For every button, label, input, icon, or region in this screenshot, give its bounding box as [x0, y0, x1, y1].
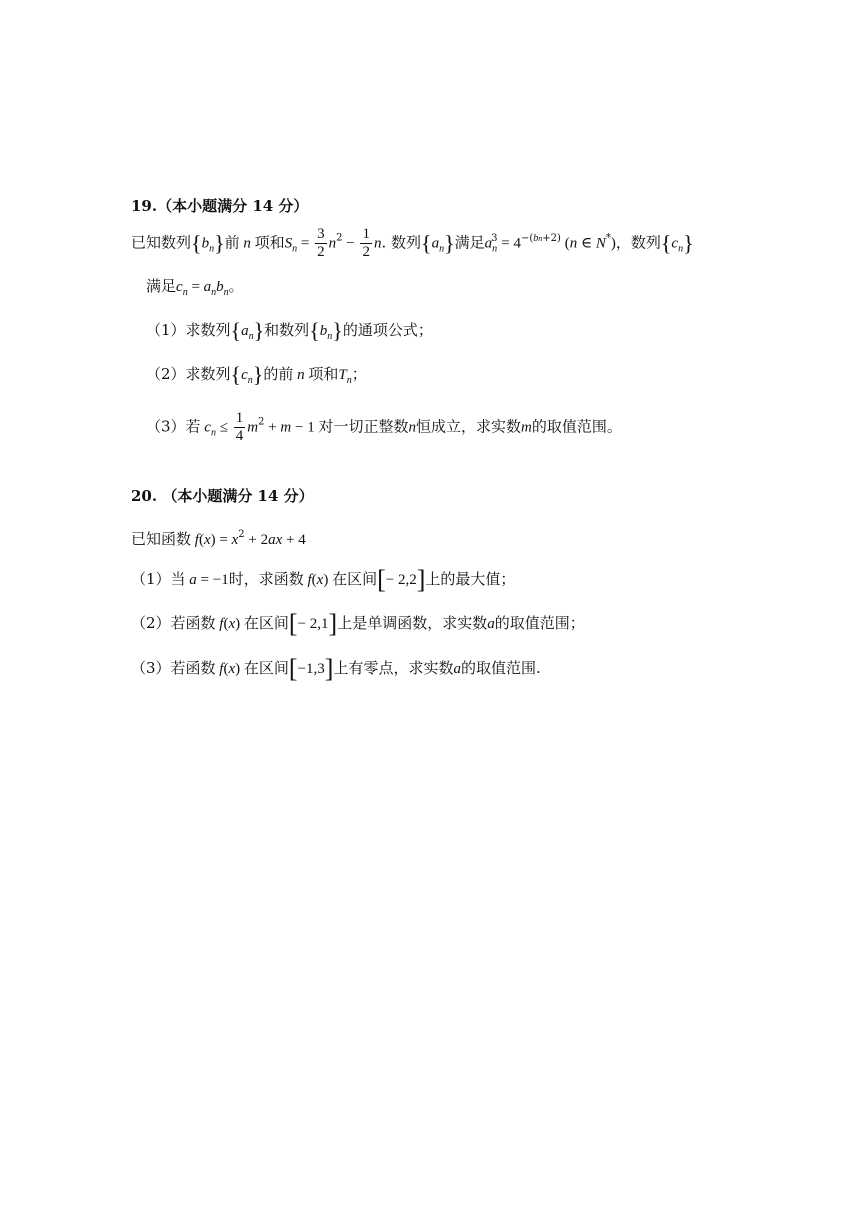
- q20-part3-t4: 的取值范围.: [460, 659, 541, 677]
- q20-part2-t1: （2）若函数: [131, 614, 216, 632]
- q20-part1: （1）当 a = −1时，求函数 f(x) 在区间[− 2,2]上的最大值；: [131, 565, 516, 594]
- q19-part1-t1: （1）求数列: [146, 321, 231, 339]
- q20-part2-t3: 上是单调函数，求实数: [337, 614, 488, 632]
- q20-part1-t2: 时，求函数: [228, 570, 304, 588]
- q20-part2: （2）若函数 f(x) 在区间[− 2,1]上是单调函数，求实数a的取值范围；: [131, 609, 585, 638]
- q20-part1-t4: 上的最大值；: [425, 570, 516, 588]
- q20-part3: （3）若函数 f(x) 在区间[−1,3]上有零点，求实数a的取值范围.: [131, 654, 541, 683]
- q19-part3-t1: （3）若: [146, 417, 201, 436]
- q19-intro-cont-t2: 。: [228, 277, 244, 295]
- q19-intro-t4: . 数列: [381, 233, 422, 252]
- q19-part2-t4: ；: [351, 365, 367, 383]
- q19-part3: （3）若 $c_n$ ≤ $\frac{1}{4}$ $m^2 + m - 1$ 对一切正整数n恒成立，求实数m的取值范围。: [146, 410, 622, 444]
- q20-part3-t2: 在区间: [243, 659, 289, 677]
- q19-intro-t5: 满足: [454, 233, 485, 252]
- q20-intro-t1: 已知函数: [131, 530, 192, 548]
- q20-heading: 20. （本小题满分 14 分）: [131, 487, 314, 505]
- q19-intro-cont: 满足$c_n = a_nb_n$。: [146, 277, 244, 298]
- q20-part3-t1: （3）若函数: [131, 659, 216, 677]
- q20-part3-t3: 上有零点，求实数: [333, 659, 454, 677]
- q19-intro-t1: 已知数列: [131, 233, 192, 252]
- q19-part3-t3: 恒成立，求实数: [415, 417, 521, 436]
- q19-part1: （1）求数列$\{a_n\}$和数列$\{b_n\}$的通项公式；: [146, 318, 433, 343]
- q20-part2-t4: 的取值范围；: [494, 614, 585, 632]
- fraction-one-half: $\frac{1}{2}$: [362, 226, 370, 260]
- fraction-one-quarter: $\frac{1}{4}$: [235, 410, 244, 444]
- q19-part1-t2: 和数列: [264, 321, 310, 339]
- q19-intro-t2: 前: [224, 233, 240, 252]
- q20-intro: 已知函数 $f(x) = x^2 + 2ax + 4$: [131, 529, 306, 548]
- q19-part2: （2）求数列$\{c_n\}$的前 n 项和$T_n$；: [146, 362, 367, 387]
- q19-part2-t3: 项和: [308, 365, 339, 383]
- q20-part1-t1: （1）当: [131, 570, 186, 588]
- q19-intro-t6: ，数列: [615, 233, 661, 252]
- q19-part2-t2: 的前: [263, 365, 294, 383]
- q20-part2-t2: 在区间: [243, 614, 289, 632]
- q19-part3-t2: 对一切正整数: [318, 417, 409, 436]
- q19-part2-t1: （2）求数列: [146, 365, 231, 383]
- q19-intro-cont-t1: 满足: [146, 277, 177, 295]
- q19-part3-t4: 的取值范围。: [531, 417, 622, 436]
- fraction-three-halves: $\frac{3}{2}$: [317, 226, 325, 260]
- q19-intro-t3: 项和: [254, 233, 285, 252]
- q19-heading: 19.（本小题满分 14 分）: [131, 197, 309, 215]
- q20-part1-t3: 在区间: [332, 570, 378, 588]
- q19-intro: 已知数列$\{b_n\}$前 n 项和$S_n$ = $\frac{3}{2}$ $n^2$ − $\frac{1}{2}$ n. 数列$\{a_n\}$满足$a_n^3 = 4^{-(bn+2)}$ (n ∈ N*)，数列$\{c_n\}$: [131, 226, 694, 260]
- q19-part1-t3: 的通项公式；: [342, 321, 433, 339]
